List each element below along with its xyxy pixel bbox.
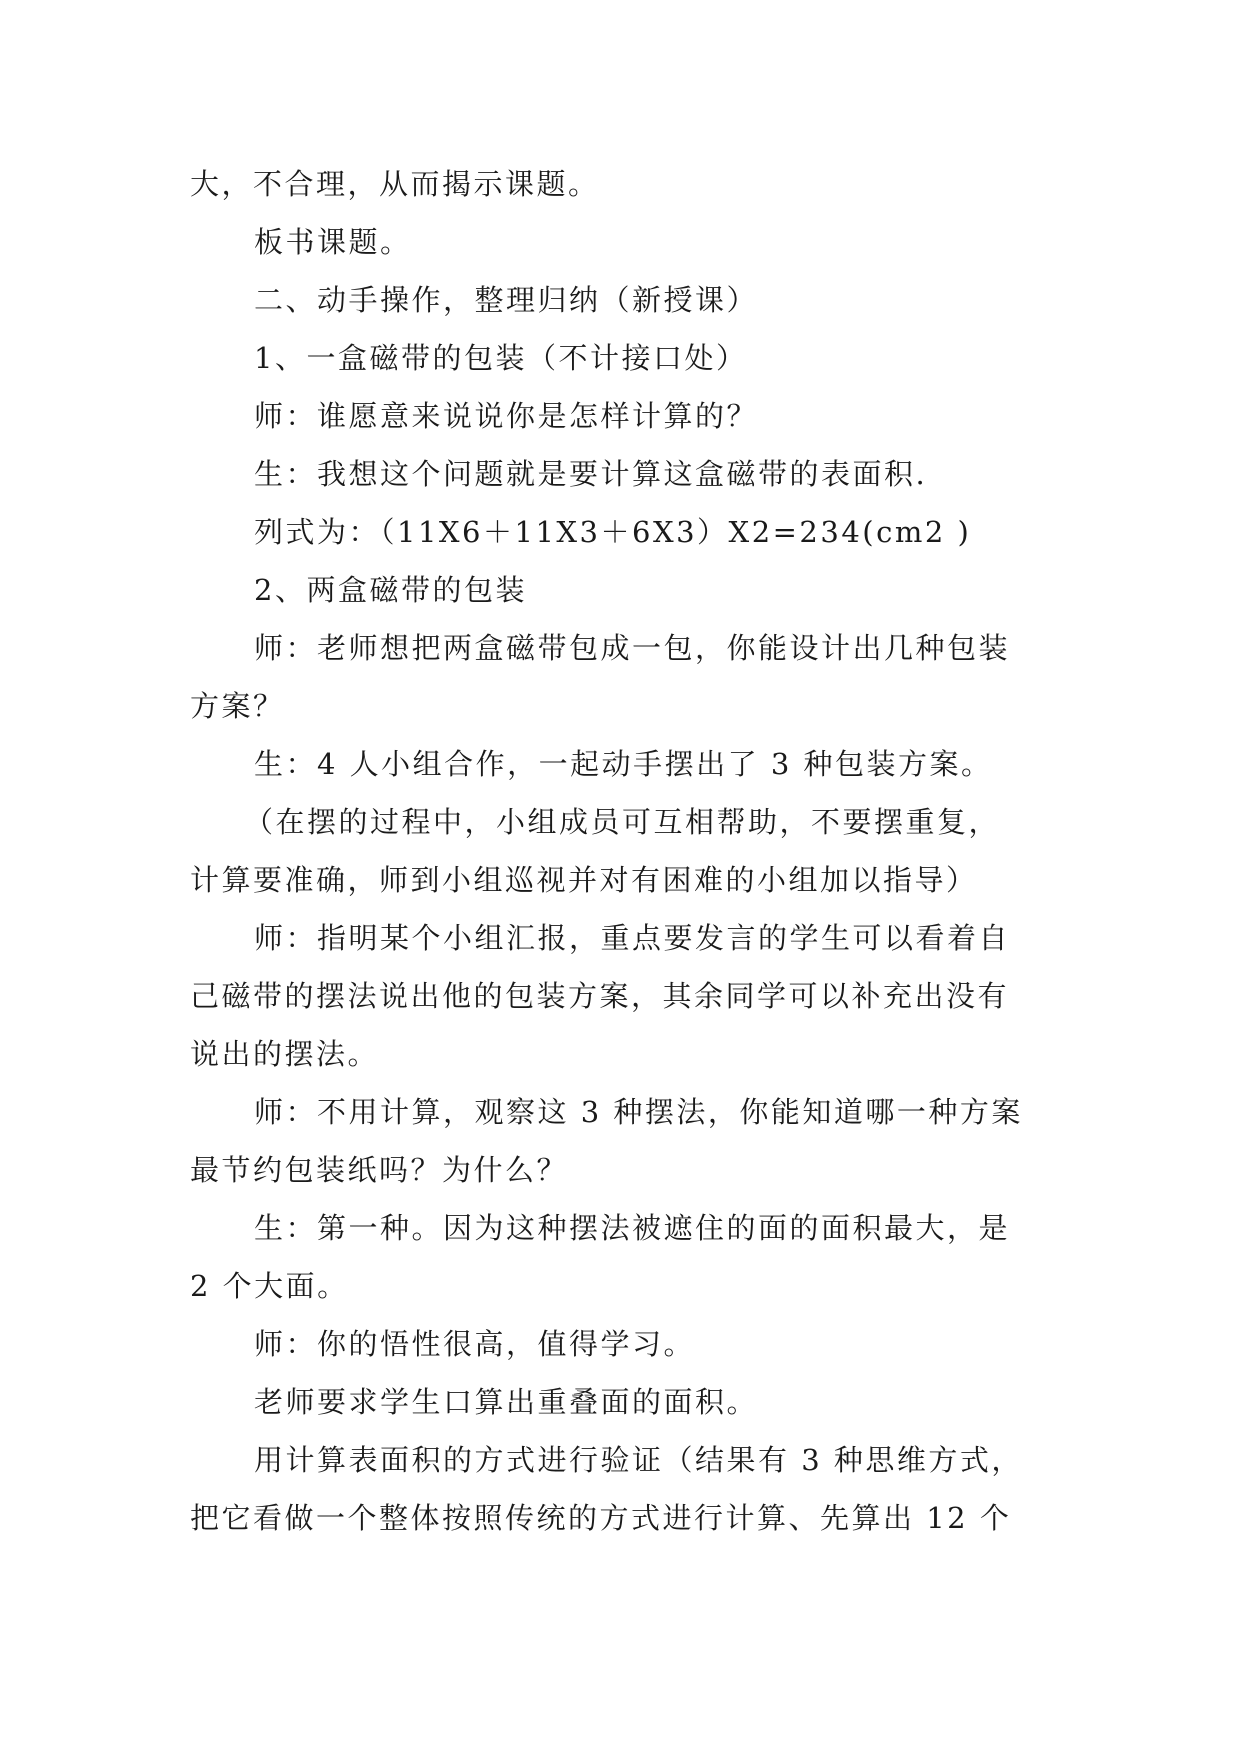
text-line-13: 计算要准确，师到小组巡视并对有困难的小组加以指导） <box>190 863 978 897</box>
text-line-4: 1、一盒磁带的包装（不计接口处） <box>254 341 748 375</box>
text-line-21: 师：你的悟性很高，值得学习。 <box>254 1327 696 1361</box>
text-line-23: 用计算表面积的方式进行验证（结果有 3 种思维方式， <box>254 1443 1023 1477</box>
text-line-7: 列式为：（11X6＋11X3＋6X3）X2=234(cm2 ) <box>254 515 972 549</box>
text-line-19: 生：第一种。因为这种摆法被遮住的面的面积最大，是 <box>254 1211 1011 1245</box>
text-line-18: 最节约包装纸吗？为什么？ <box>190 1153 569 1187</box>
text-line-5: 师：谁愿意来说说你是怎样计算的？ <box>254 399 759 433</box>
text-line-24: 把它看做一个整体按照传统的方式进行计算、先算出 12 个 <box>190 1501 1012 1535</box>
text-line-15: 己磁带的摆法说出他的包装方案，其余同学可以补充出没有 <box>190 979 1010 1013</box>
text-line-9: 师：老师想把两盒磁带包成一包，你能设计出几种包装 <box>254 631 1011 665</box>
text-line-3: 二、动手操作，整理归纳（新授课） <box>254 283 759 317</box>
text-line-11: 生：4 人小组合作，一起动手摆出了 3 种包装方案。 <box>254 747 993 781</box>
text-line-14: 师：指明某个小组汇报，重点要发言的学生可以看着自 <box>254 921 1011 955</box>
text-line-17: 师：不用计算，观察这 3 种摆法，你能知道哪一种方案 <box>254 1095 1023 1129</box>
text-line-16: 说出的摆法。 <box>190 1037 380 1071</box>
text-line-20: 2 个大面。 <box>190 1269 349 1303</box>
text-line-1: 大，不合理，从而揭示课题。 <box>190 167 600 201</box>
text-line-2: 板书课题。 <box>254 225 412 259</box>
text-line-10: 方案？ <box>190 689 285 723</box>
text-line-12: （在摆的过程中，小组成员可互相帮助，不要摆重复， <box>244 805 1001 839</box>
text-line-22: 老师要求学生口算出重叠面的面积。 <box>254 1385 759 1419</box>
text-line-8: 2、两盒磁带的包装 <box>254 573 527 607</box>
text-line-6: 生：我想这个问题就是要计算这盒磁带的表面积. <box>254 457 928 491</box>
